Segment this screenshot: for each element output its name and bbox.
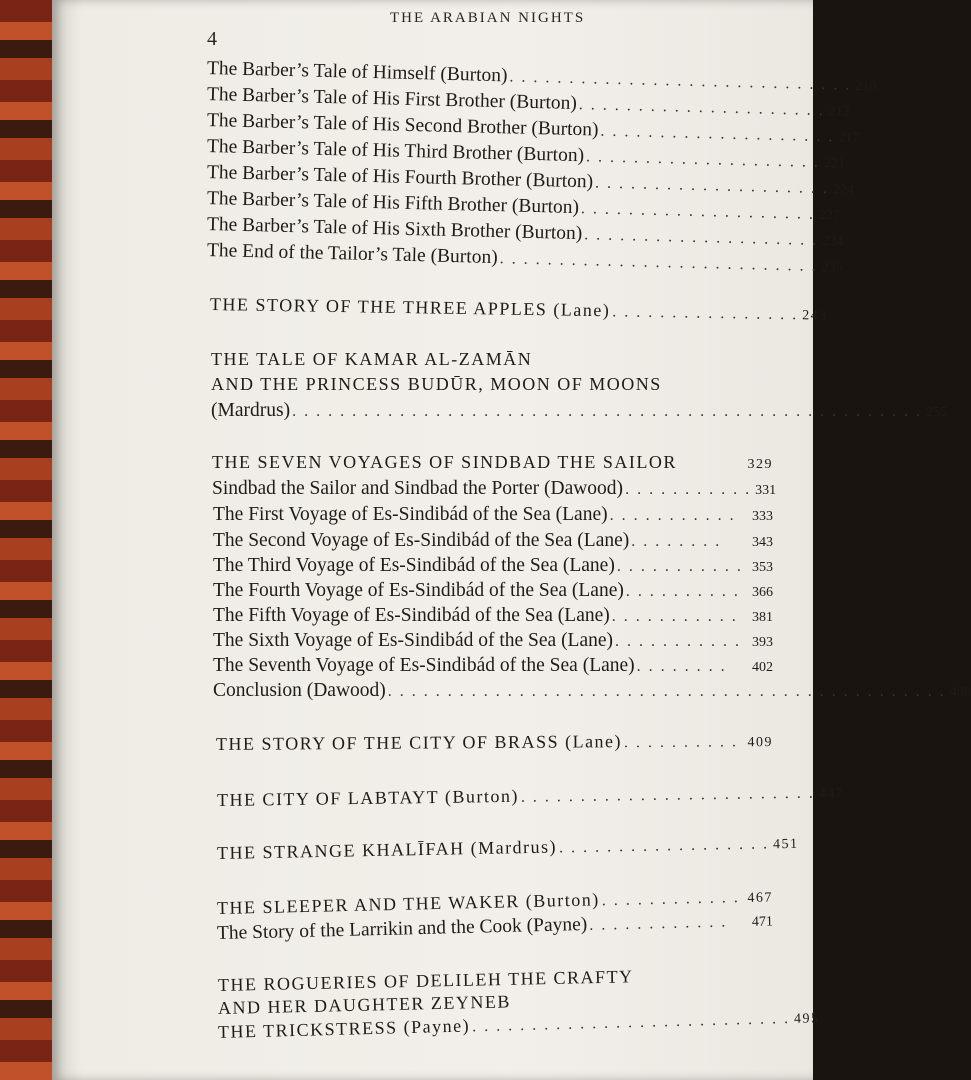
leader-dots: . . . . . . . . [636,658,727,675]
toc-entry-page: 217 [838,130,860,146]
toc-section-title: THE TRICKSTRESS (Payne) [217,1015,471,1042]
leader-dots: . . . . . . . . . . . [625,481,752,498]
toc-entry-page: 408 [949,685,971,700]
toc-entry-page: 255 [926,405,948,420]
toc-entry-page: 234 [821,234,844,250]
toc-entry-title: The Seventh Voyage of Es-Sindibád of the Sea (Lane) [213,655,635,676]
leader-dots: . . . . . . . . . . . . . . . . . . . . [580,200,816,223]
toc-entry-page: 353 [752,560,773,575]
toc-entry-page: 381 [752,610,773,625]
toc-entry-page: 495 [793,1011,820,1027]
toc-entry-title: The Fifth Voyage of Es-Sindibád of the Sea (Lane) [213,605,610,626]
leader-dots: . . . . . . . . . . . [609,507,736,524]
toc-entry-page: 467 [747,890,774,906]
toc-entry [213,580,773,602]
leader-dots: . . . . . . . . . . . . . . . . . . . . . [578,96,825,120]
toc-entry-page: 227 [818,207,841,224]
toc-entry-page: 239 [821,260,843,276]
toc-entry-page: 451 [772,836,799,853]
leader-dots: . . . . . . . . . . . . . . . . . . . . [600,122,835,146]
toc-entry-title: Conclusion (Dawood) [213,680,386,701]
leader-dots: . . . . . . . . . . . . . . . . [612,303,799,324]
toc-entry-page: 210 [855,78,877,95]
toc-entry-page: 243 [802,308,828,324]
toc-entry-page: 402 [752,660,773,675]
toc-entry-title: The Sixth Voyage of Es-Sindibád of the Sea (Lane) [213,630,614,651]
toc-entry-page: 224 [832,182,855,198]
toc-entry-title: Sindbad the Sailor and Sindbad the Porter (Dawood) [212,478,624,499]
toc-entry-page: 333 [752,509,773,524]
toc-entry-page: 366 [752,585,773,600]
leader-dots: . . . . . . . . . . . . . . . . . . . . [585,148,821,171]
toc-section-title: AND HER DAUGHTER ZEYNEB [217,991,512,1018]
toc-entry-title: The Second Voyage of Es-Sindibád of the Sea (Lane) [213,530,630,551]
toc-section-title: THE STRANGE KHALĪFAH (Mardrus) [216,836,558,863]
leader-dots: . . . . . . . . [631,533,722,550]
leader-dots: . . . . . . . . . . . . . . . . . . . . . . . . . . . [471,1010,791,1036]
leader-dots: . . . . . . . . . . . [615,633,742,650]
toc-entry-title: The Fourth Voyage of Es-Sindibád of the Sea (Lane) [213,580,624,601]
toc-entry [213,605,773,627]
leader-dots: . . . . . . . . . . . . . . . . . . . . [594,174,830,198]
leader-dots: . . . . . . . . . . . . . . . . . . . . . . . . . . . [499,250,818,275]
toc-section [216,730,773,755]
toc-section-title: THE STORY OF THE THREE APPLES (Lane) [209,294,611,321]
toc-entry-title: The Barber’s Tale of His Third Brother (Burton) [206,136,585,167]
toc-entry-page: 221 [823,156,846,172]
toc-entry-title: The Barber’s Tale of His Second Brother (Burton) [206,110,599,141]
leader-dots: . . . . . . . . . . . . . . . . . . . . . . . . . . . . . . . . . . . . . . . . . . . . . . . [387,683,946,700]
toc-entry-title: The End of the Tailor’s Tale (Burton) [206,240,498,269]
toc-entry [213,630,773,652]
running-head: THE ARABIAN NIGHTS [390,10,586,26]
toc-entry-page: 331 [755,483,777,498]
toc-entry-title: The Barber’s Tale of His Fourth Brother (Burton) [206,162,594,193]
toc-entry-title: The First Voyage of Es-Sindibád of the Sea (Lane) [213,504,608,525]
toc-entry [213,504,773,526]
leader-dots: . . . . . . . . . . . [616,558,743,575]
leader-dots: . . . . . . . . . . . [611,608,738,625]
toc-entry-title: The Story of the Larrikin and the Cook (Payne) [216,913,588,944]
toc-entry-title: The Barber’s Tale of His Sixth Brother (Burton) [206,214,583,245]
leader-dots: . . . . . . . . . . . . . . . . . . . . [584,226,819,249]
leader-dots: . . . . . . . . . . . . . . . . . . . . . . . . . . . . . . . . . . . . . . . . . . . . . . . . . . . . . [292,403,923,420]
toc-entry-title: The Third Voyage of Es-Sindibád of the Sea (Lane) [213,555,615,576]
leader-dots: . . . . . . . . . . [625,583,740,600]
toc-entry-title: The Barber’s Tale of His First Brother (Burton) [206,84,578,115]
leader-dots: . . . . . . . . . . [623,733,739,752]
toc-entry [213,555,773,577]
toc-entry-title: (Mardrus) [211,400,291,421]
toc-entry [213,655,773,677]
toc-entry [213,530,773,552]
toc-section-title: AND THE PRINCESS BUDŪR, MOON OF MOONS [211,374,662,394]
toc-section-title: THE TALE OF KAMAR AL-ZAMĀN [211,349,533,369]
toc-entry-page: 471 [751,914,774,930]
toc-section [212,452,773,473]
toc-section-title: THE SEVEN VOYAGES OF SINDBAD THE SAILOR [212,452,677,472]
toc-entry [213,680,971,702]
toc-entry [212,478,777,500]
leader-dots: . . . . . . . . . . . . [601,889,740,910]
leader-dots: . . . . . . . . . . . . [589,913,728,934]
toc-section-title: THE STORY OF THE CITY OF BRASS (Lane) [215,731,623,754]
toc-entry-page: 447 [818,786,845,802]
leader-dots: . . . . . . . . . . . . . . . . . . . . . . . . . [520,784,815,806]
page-number: 4 [207,28,217,50]
toc-entry-title: The Barber’s Tale of His Fifth Brother (Burton) [206,188,580,219]
toc-entry [211,400,948,422]
toc-entry-page: 409 [747,735,774,751]
toc-entry-page: 343 [752,535,773,550]
book-cover-edge [0,0,60,1080]
toc-entry-page: 393 [752,635,773,650]
toc-entry-page: 212 [828,104,850,120]
leader-dots: . . . . . . . . . . . . . . . . . . [558,835,770,857]
toc-entry-page: 329 [747,457,773,472]
toc-section-title: THE CITY OF LABTAYT (Burton) [216,785,519,810]
toc-section-title: THE ROGUERIES OF DELILEH THE CRAFTY [217,966,634,995]
toc-section-title: THE SLEEPER AND THE WAKER (Burton) [216,889,600,918]
leader-dots: . . . . . . . . . . . . . . . . . . . . . . . . . . . . . [509,68,852,94]
toc-entry-title: The Barber’s Tale of Himself (Burton) [206,58,508,87]
